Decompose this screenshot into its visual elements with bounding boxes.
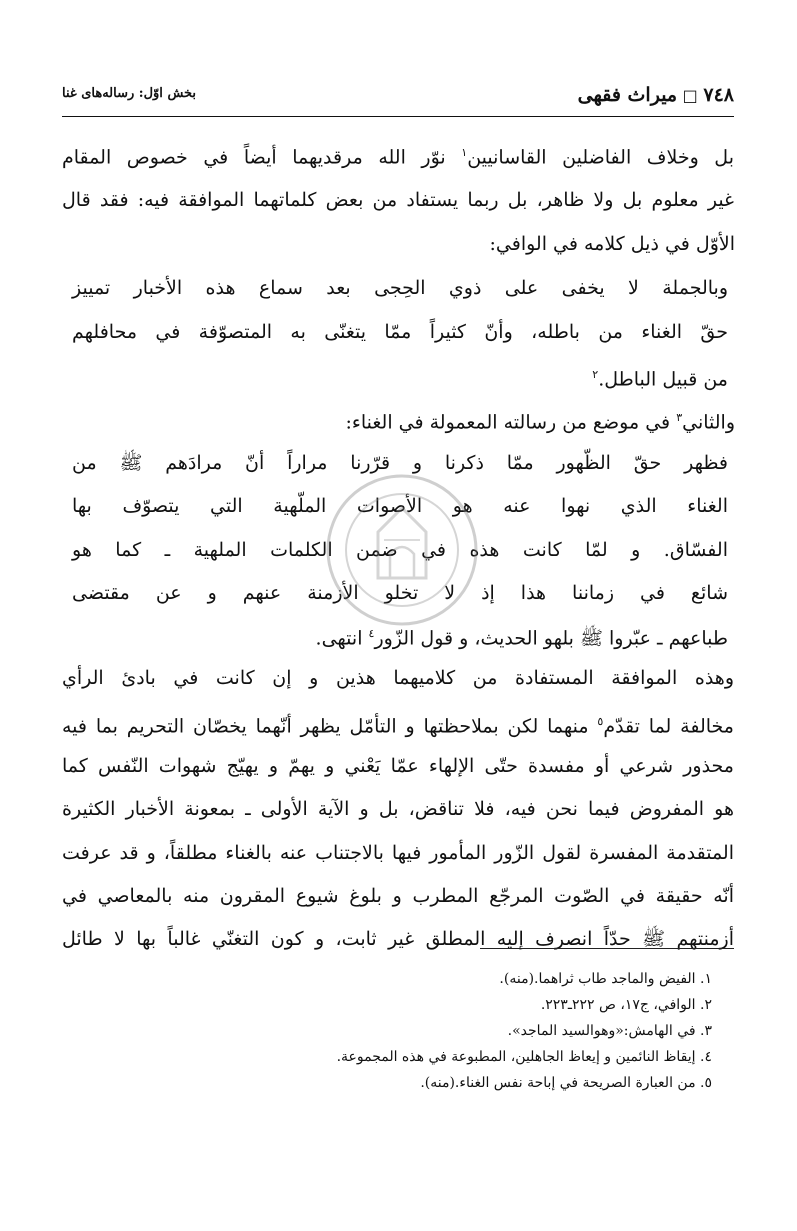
body-line: مخالفة لما تقدّم$^٥$ منهما لكن بملاحظتها و التأمّل يظهر أنّهما يخصّان التحريم بما فيه [62, 715, 734, 738]
footnote: ٤. إيقاظ النائمين و إيعاظ الجاهلين، المطبوعة في هذه المجموعة. [336, 1049, 712, 1065]
footnote-ref: ٢ [592, 368, 599, 381]
section-title: بخش اوّل: رساله‌های غنا [62, 86, 197, 101]
quote-line: طباعهم ـ عبّروا ﷺ بلهو الحديث، و قول الزّور$^٤$ انتهى. [315, 627, 728, 650]
quote-line: وبالجملة لا يخفى على ذوي الحِجى بعد سماع هذه الأخبار تمييز [72, 277, 728, 299]
book-title: میراث فقهی [577, 84, 678, 106]
square-ornament-icon: □ [677, 86, 704, 105]
body-line: والثاني$^٣$ في موضع من رسالته المعمولة في الغناء: [345, 411, 735, 434]
body-line: أنّه حقيقة في الصّوت المرجّع المطرب و بلوغ شيوع المقرون منه بالمعاصي في [62, 885, 734, 907]
running-header [62, 84, 734, 114]
footnote-ref: ١ [461, 146, 468, 159]
footnote-divider [480, 948, 734, 949]
body-line: هو المفروض فيما نحن فيه، فلا تناقض، بل و الآية الأولى ـ بمعونة الأخبار الكثيرة [62, 798, 734, 820]
footnote: ٣. في الهامش:«وهوالسيد الماجد». [507, 1023, 712, 1039]
body-line: وهذه الموافقة المستفادة من كلاميهما هذين و إن كانت في بادئ الرأي [62, 667, 734, 689]
footnote-ref: ٣ [676, 411, 683, 424]
quote-line: شائع في زماننا هذا إذ لا تخلو الأزمنة عنهم و عن مقتضى [72, 582, 728, 604]
body-line: الأوّل في ذيل كلامه في الوافي: [489, 233, 735, 255]
body-line: المتقدمة المفسرة لقول الزّور المأمور فيها بالاجتناب عنه بالغناء مطلقاً، و قد عرفت [62, 842, 734, 864]
quote-line: حقّ الغناء من باطله، وأنّ كثيراً ممّا يتغنّى به المتصوّفة في محافلهم [72, 321, 728, 343]
page-number: ٧٤٨ [703, 84, 734, 106]
page-number-block [578, 84, 734, 106]
footnote: ٢. الوافي، ج١٧، ص ٢٢٢ـ٢٢٣. [540, 997, 712, 1013]
footnotes [62, 966, 734, 1096]
footnote: ١. الفيض والماجد طاب ثراهما.(منه). [499, 971, 712, 987]
quote-line: فظهر حقّ الظّهور ممّا ذكرنا و قرّرنا مراراً أنّ مرادَهم ﷺ من [72, 452, 728, 474]
footnote: ٥. من العبارة الصريحة في إباحة نفس الغناء.(منه). [420, 1075, 712, 1091]
footnote-ref: ٤ [368, 627, 375, 640]
body-line: بل وخلاف الفاضلين القاسانيين$^١$ نوّر الله مرقديهما أيضاً في خصوص المقام [62, 146, 734, 169]
body-line: غير معلوم بل ولا ظاهر، بل ربما يستفاد من بعض كلماتهما الموافقة فيه: فقد قال [62, 189, 734, 211]
footnote-ref: ٥ [597, 715, 604, 728]
quote-line: من قبيل الباطل.$^٢$ [592, 368, 728, 391]
quote-line: الغناء الذي نهوا عنه هو الأصوات الملّهية التي يتصوّف بها [72, 495, 728, 517]
body-line: محذور شرعي أو مفسدة حتّى الإلهاء عمّا يَعْني و يهمّ و يهيّج شهوات النّفس كما [62, 755, 734, 777]
header-divider [62, 116, 734, 117]
body-line: أزمنتهم ﷺ حدّاً انصرف إليه المطلق غير ثابت، و كون التغنّي غالباً بها لا طائل [62, 928, 734, 950]
quote-line: الفسّاق. و لمّا كانت هذه في ضمن الكلمات الملهية ـ كما هو [72, 539, 728, 561]
